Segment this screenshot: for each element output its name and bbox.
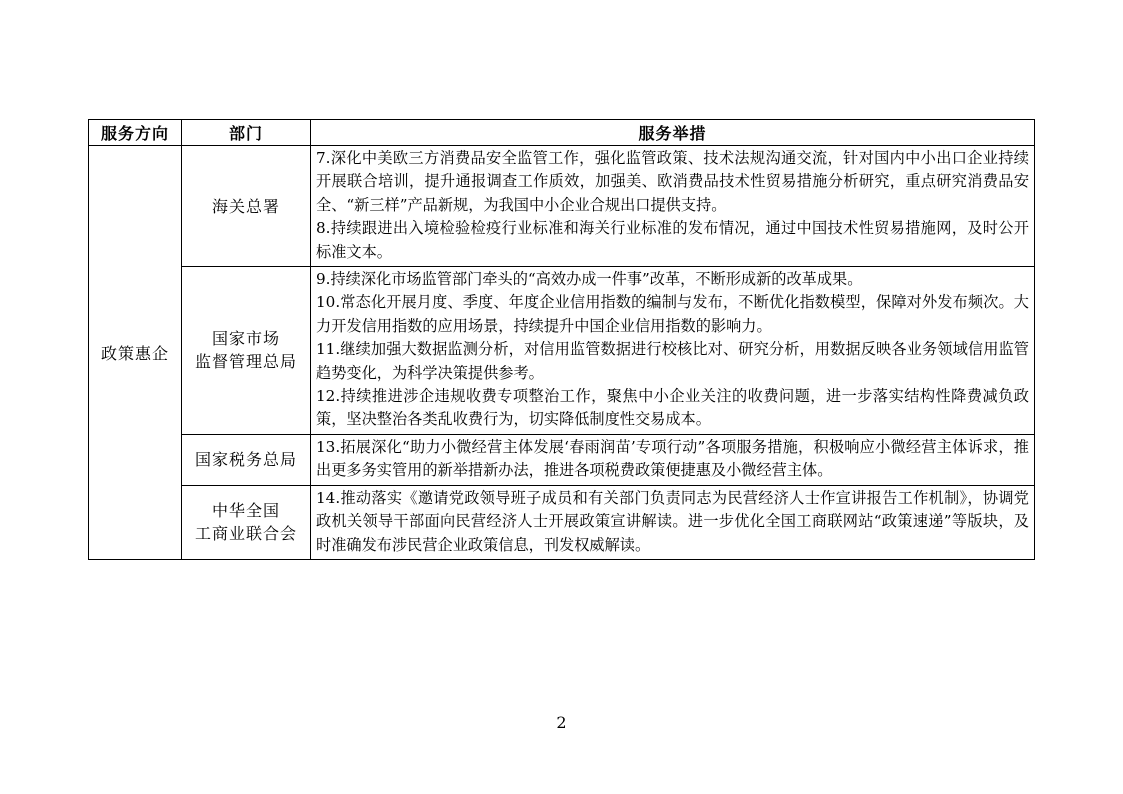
department-cell [182, 267, 311, 435]
department-name-line-2: 工商业联合会 [194, 524, 297, 544]
measure-item: 9.持续深化市场监管部门牵头的“高效办成一件事”改革，不断形成新的改革成果。 [316, 270, 863, 289]
table-header-row [89, 120, 1035, 146]
measures-cell [311, 267, 1035, 435]
measure-item: 12.持续推进涉企违规收费专项整治工作，聚焦中小企业关注的收费问题，进一步落实结构性降费减负政策，坚决整治各类乱收费行为，切实降低制度性交易成本。 [316, 387, 1029, 429]
department-name: 海关总署 [211, 196, 280, 216]
table-row [89, 485, 1035, 559]
policy-measures-table [88, 119, 1035, 560]
page-number: 2 [556, 713, 567, 732]
service-direction-cell: 政策惠企 [89, 146, 182, 560]
header-department: 部门 [182, 120, 311, 146]
table-row [89, 434, 1035, 485]
measures-cell [311, 146, 1035, 267]
table-row [89, 146, 1035, 267]
department-name-line-1: 中华全国 [211, 501, 280, 521]
department-name-line-2: 监督管理总局 [194, 352, 297, 372]
measures-cell [311, 485, 1035, 559]
measure-item: 11.继续加强大数据监测分析，对信用监管数据进行校核比对、研究分析，用数据反映各业务领域信用监管趋势变化，为科学决策提供参考。 [316, 340, 1029, 382]
header-service-measures: 服务举措 [311, 120, 1035, 146]
measures-cell [311, 434, 1035, 485]
measure-item: 10.常态化开展月度、季度、年度企业信用指数的编制与发布，不断优化指数模型，保障对外发布频次。大力开发信用指数的应用场景，持续提升中国企业信用指数的影响力。 [316, 293, 1029, 335]
department-cell [182, 146, 311, 267]
department-name: 国家税务总局 [194, 450, 297, 470]
measure-item: 8.持续跟进出入境检验检疫行业标准和海关行业标准的发布情况，通过中国技术性贸易措施网，及时公开标准文本。 [316, 219, 1029, 261]
department-cell [182, 434, 311, 485]
header-service-direction: 服务方向 [89, 120, 182, 146]
department-name-line-1: 国家市场 [211, 329, 280, 349]
measure-item: 13.拓展深化“助力小微经营主体发展‘春雨润苗’专项行动”各项服务措施，积极响应小微经营主体诉求，推出更多务实管用的新举措新办法，推进各项税费政策便捷惠及小微经营主体。 [316, 437, 1029, 480]
measure-item: 14.推动落实《邀请党政领导班子成员和有关部门负责同志为民营经济人士作宣讲报告工作机制》，协调党政机关领导干部面向民营经济人士开展政策宣讲解读。进一步优化全国工商联网站“政策速递”等版块，及时准确发布涉民营企业政策信息，刊发权威解读。 [316, 488, 1029, 554]
table-row [89, 267, 1035, 435]
department-cell [182, 485, 311, 559]
measure-item: 7.深化中美欧三方消费品安全监管工作，强化监管政策、技术法规沟通交流，针对国内中小出口企业持续开展联合培训，提升通报调查工作质效，加强美、欧消费品技术性贸易措施分析研究，重点研究消费品安全、“新三样”产品新规，为我国中小企业合规出口提供支持。 [316, 149, 1029, 214]
